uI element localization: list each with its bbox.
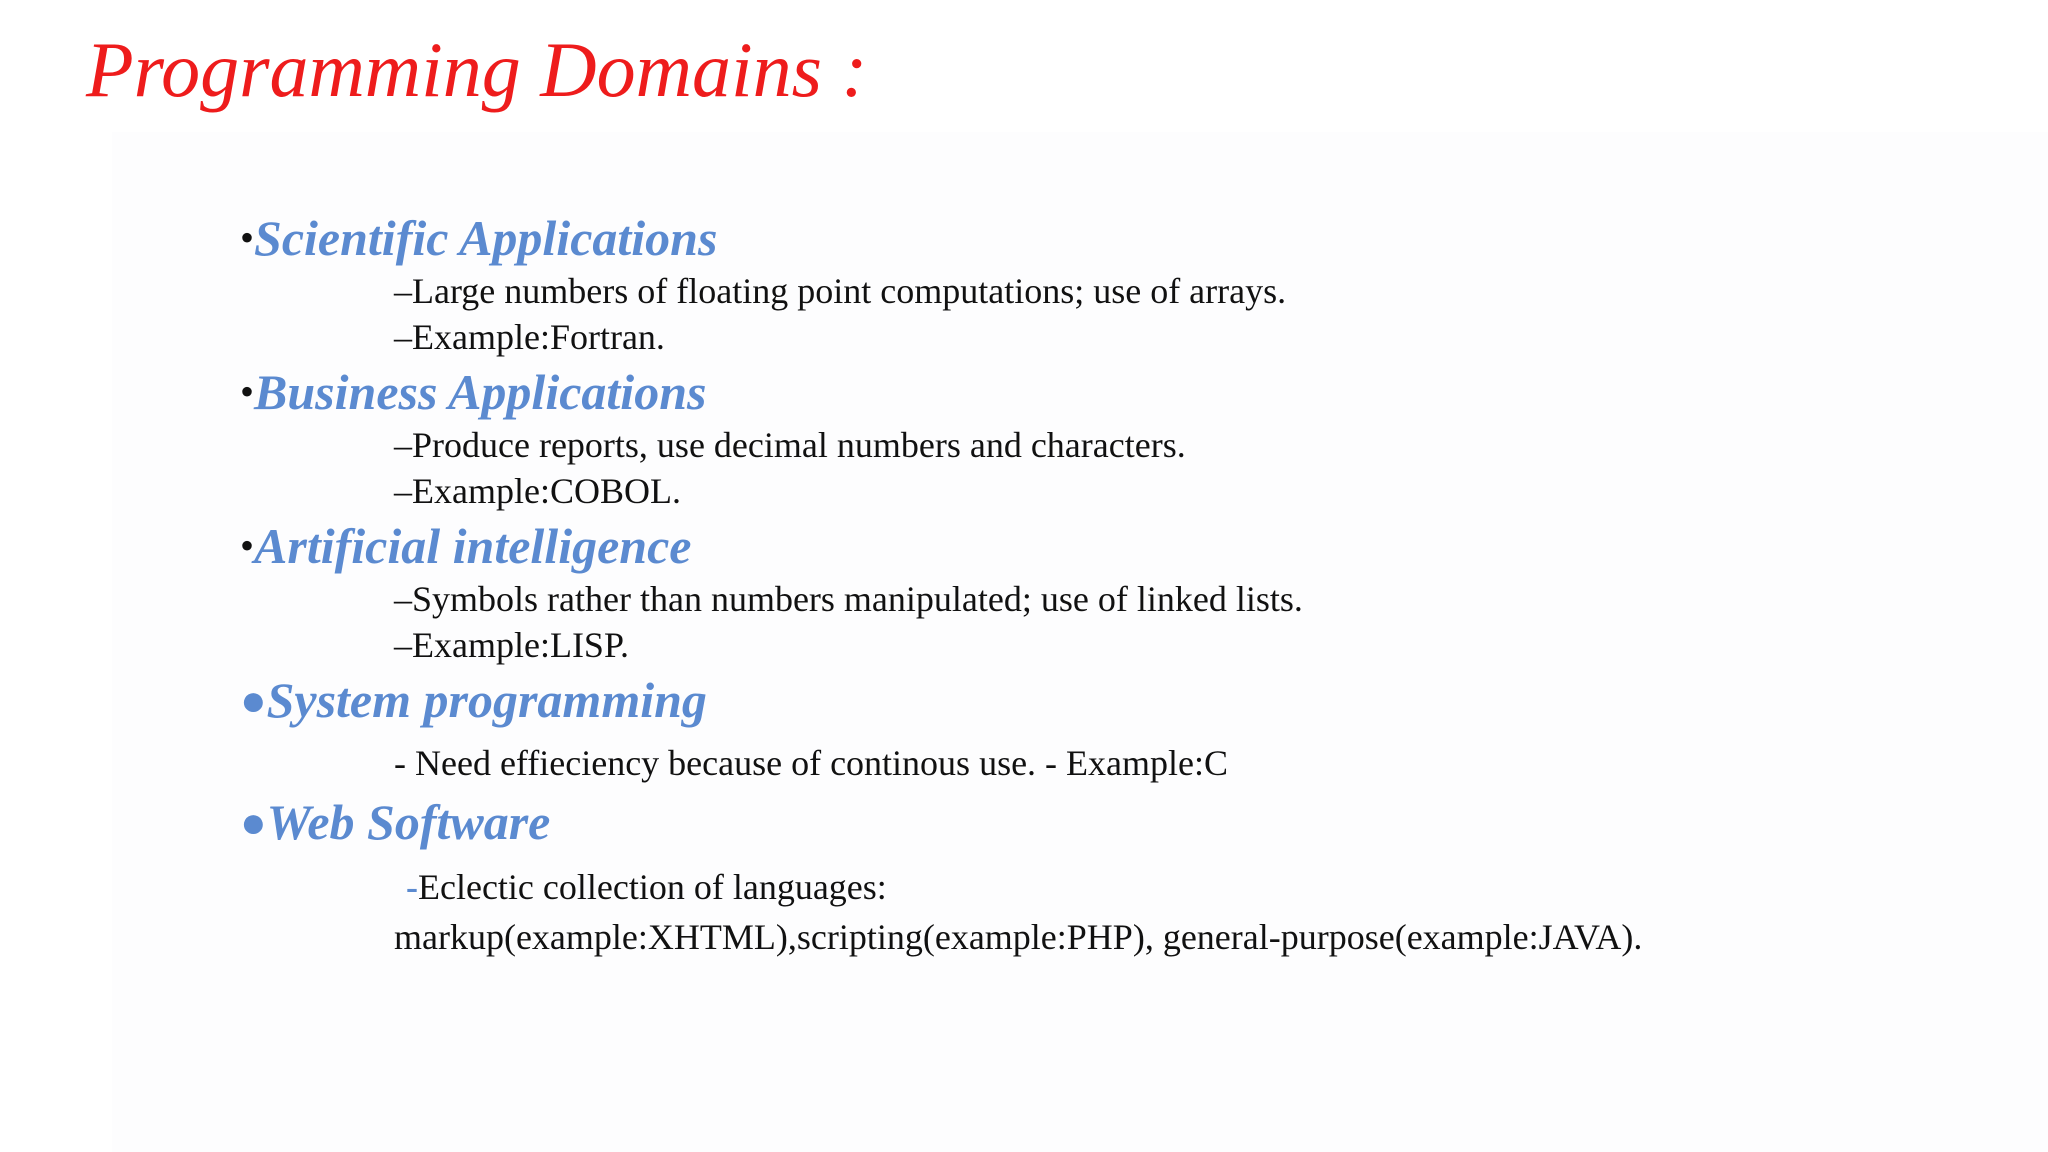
section-line: –Example:COBOL. [394, 471, 681, 511]
line-text: Eclectic collection of languages: [418, 867, 887, 907]
heading-text: Business Applications [254, 364, 707, 420]
bullet-icon: • [240, 369, 255, 414]
bullet-icon: • [240, 523, 255, 568]
section-line: –Produce reports, use decimal numbers and characters. [394, 425, 1186, 465]
section-heading-scientific [240, 208, 717, 268]
section-line: –Example:Fortran. [394, 317, 665, 357]
section-heading-ai [240, 516, 691, 576]
section-line: - Need effieciency because of continous use. - Example:C [394, 743, 1229, 783]
heading-text: Scientific Applications [254, 210, 718, 266]
section-heading-system [240, 670, 707, 731]
section-line: –Example:LISP. [394, 625, 629, 665]
slide-title: Programming Domains : [86, 26, 868, 113]
section-heading-business [240, 362, 706, 422]
bullet-icon: • [240, 215, 255, 260]
section-heading-web [240, 792, 550, 853]
section-line: –Large numbers of floating point computations; use of arrays. [394, 271, 1287, 311]
section-line [394, 864, 887, 910]
heading-text: Web Software [266, 794, 551, 850]
bullet-icon: ● [240, 798, 267, 847]
heading-text: System programming [266, 672, 707, 728]
section-line: –Symbols rather than numbers manipulated; use of linked lists. [394, 579, 1303, 619]
section-line: markup(example:XHTML),scripting(example:PHP), general-purpose(example:JAVA). [394, 917, 1643, 957]
dash-icon: - [406, 867, 418, 907]
heading-text: Artificial intelligence [254, 518, 692, 574]
bullet-icon: ● [240, 676, 267, 725]
